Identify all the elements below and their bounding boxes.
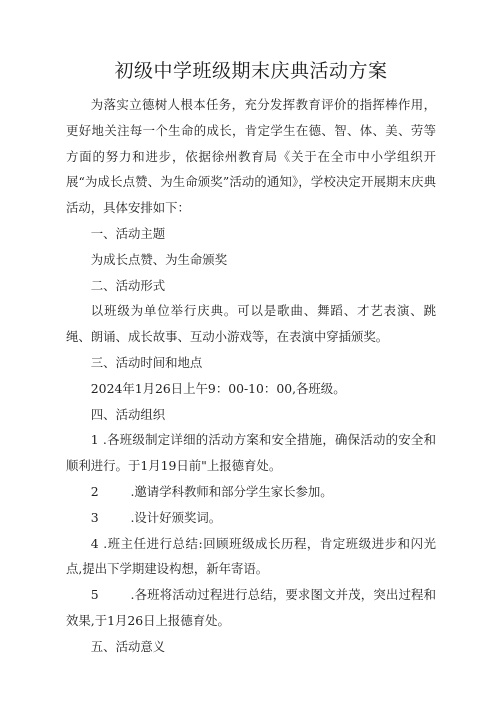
- organization-item-3: [66, 505, 436, 531]
- item-number: 5: [90, 587, 99, 603]
- section-heading-format: 二、活动形式: [90, 277, 166, 293]
- organization-item-4: [66, 531, 436, 583]
- section-body-format: 以班级为单位举行庆典。可以是歌曲、舞蹈、才艺表演、跳绳、朗诵、成长故事、互动小游戏等，在表演中穿插颁奖。: [66, 303, 436, 345]
- organization-item-1: [66, 427, 436, 479]
- item-number: 4: [90, 535, 99, 551]
- document-title: 初级中学班级期末庆典活动方案: [114, 60, 388, 82]
- item-number: 1: [90, 432, 99, 448]
- intro-paragraph: 为落实立德树人根本任务，充分发挥教育评价的指挥棒作用，更好地关注每一个生命的成长，肯定学生在德、智、体、美、劳等方面的努力和进步，依据徐州教育局《关于在全市中小学组织开展“为成长点赞、为生命颁奖”活动的通知》，学校决定开展期末庆典活动，具体安排如下：: [66, 97, 436, 216]
- item-text: .设计好颁奖词。: [130, 509, 222, 525]
- section-heading-significance: 五、活动意义: [90, 638, 166, 654]
- section-heading-theme: 一、活动主题: [90, 225, 166, 241]
- item-text: .各班级制定详细的活动方案和安全措施，确保活动的安全和顺利进行。于1月19日前"上报德育处。: [66, 432, 436, 474]
- item-text: .各班将活动过程进行总结，要求图文并茂，突出过程和效果,于1月26日上报德育处。: [66, 587, 436, 628]
- section-heading-organization: 四、活动组织: [90, 406, 166, 422]
- organization-item-2: [66, 479, 436, 505]
- section-heading-time-place: 三、活动时间和地点: [90, 354, 203, 370]
- section-body-theme: 为成长点赞、为生命颁奖: [90, 251, 228, 267]
- item-number: 3: [90, 509, 99, 525]
- item-text: .邀请学科教师和部分学生家长参加。: [130, 483, 333, 499]
- item-text: .班主任进行总结:回顾班级成长历程，肯定班级进步和闪光点,提出下学期建设构想，新年寄语。: [66, 535, 436, 577]
- item-number: 2: [90, 483, 99, 499]
- organization-item-5: [66, 582, 436, 634]
- section-body-time-place: 2024年1月26日上午9：00-10：00,各班级。: [90, 380, 346, 396]
